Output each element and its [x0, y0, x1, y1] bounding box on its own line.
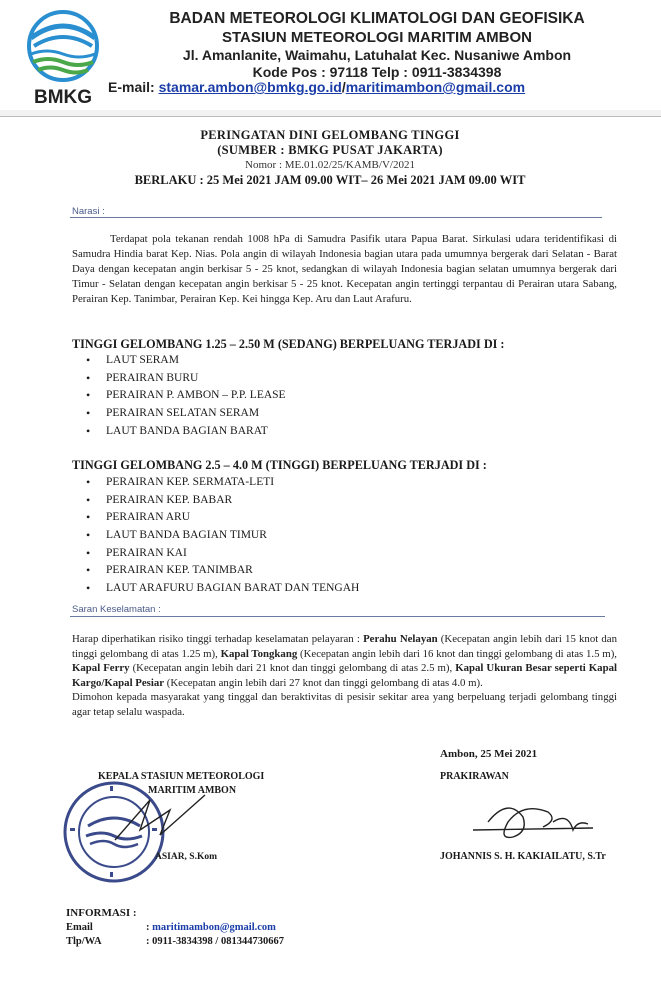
left-signer-title-1: KEPALA STASIUN METEOROLOGI	[98, 771, 265, 782]
email-link-stamar[interactable]: stamar.ambon@bmkg.go.id	[158, 79, 342, 95]
saran-paragraph-2: Dimohon kepada masyarakat yang tinggal dan beraktivitas di pesisir sekitar area yang berpeluang terjadi gelombang tinggi agar tetap selalu waspada.	[72, 691, 617, 718]
saran-rule	[70, 616, 605, 617]
list-item: • PERAIRAN KEP. TANIMBAR	[86, 564, 359, 582]
saran-paragraph-1: Harap diperhatikan risiko tinggi terhadap keselamatan pelayaran : Perahu Nelayan (Kecepatan angin lebih dari 15 knot dan tinggi gelombang di atas 1.25 m), Kapal Tongkang (Kecepatan angin lebih dari 16 knot dan tinggi gelombang di atas 1.5 m), Kapal Ferry (Kecepatan angin lebih dari 21 knot dan tinggi gelombang di atas 2.5 m), Kapal Ukuran Besar seperti Kapal Kargo/Kapal Pesiar (Kecepatan angin lebih dari 27 knot dan tinggi gelombang di atas 4.0 m).	[72, 633, 617, 689]
document-number: Nomor : ME.01.02/25/KAMB/V/2021	[245, 159, 415, 171]
email-link-maritim[interactable]: maritimambon@gmail.com	[345, 79, 526, 95]
info-phone-row: Tlp/WA : 0911-3834398 / 081344730667	[66, 936, 284, 947]
info-email-link[interactable]: maritimambon@gmail.com	[152, 922, 276, 933]
left-signer-name: ASIAR, S.Kom	[155, 852, 218, 862]
email-separator: /	[341, 79, 346, 95]
document-source: (SUMBER : BMKG PUSAT JAKARTA)	[217, 143, 443, 157]
left-signer-title-2: MARITIM AMBON	[148, 785, 237, 796]
right-signer-title: PRAKIRAWAN	[440, 771, 509, 782]
email-label: E-mail:	[108, 79, 159, 95]
narasi-text	[72, 232, 617, 307]
list-item: • LAUT SERAM	[86, 354, 286, 372]
document-title: PERINGATAN DINI GELOMBANG TINGGI	[200, 128, 460, 142]
wave-sedang-list	[86, 354, 286, 442]
list-item: • PERAIRAN KAI	[86, 547, 359, 565]
logo-text: BMKG	[33, 87, 93, 108]
document-title-block	[60, 128, 600, 188]
narasi-paragraph: Terdapat pola tekanan rendah 1008 hPa di Samudra Pasifik utara Papua Barat. Sirkulasi udara teridentifikasi di Samudra Hindia barat Kep. Nias. Pola angin di wilayah Indonesia bagian utara pada umumnya bergerak dari Selatan - Barat Daya dengan kecepatan angin berkisar 5 - 25 knot, sedangkan di wilayah Indonesia bagian selatan umumnya bergerak dari Timur - Selatan dengan kecepatan angin berkisar 5 - 25 knot. Kecepatan angin tertinggi terpantau di Perairan utara Sabang, Perairan Kep. Tanimbar, Perairan Kep. Kei hingga Kep. Aru dan Laut Arafuru.	[72, 233, 617, 305]
station-address: Jl. Amanlanite, Waimahu, Latuhalat Kec. Nusaniwe Ambon	[182, 47, 572, 63]
postal-phone: Kode Pos : 97118 Telp : 0911-3834398	[252, 64, 502, 80]
list-item: • PERAIRAN ARU	[86, 511, 359, 529]
right-signer-name: JOHANNIS S. H. KAKIAILATU, S.Tr	[440, 851, 606, 862]
list-item: • LAUT BANDA BAGIAN TIMUR	[86, 529, 359, 547]
bmkg-logo	[22, 8, 104, 108]
list-item: • PERAIRAN BURU	[86, 372, 286, 390]
saran-label: Saran Keselamatan :	[72, 604, 161, 615]
info-phone-value: 0911-3834398 / 081344730667	[152, 936, 284, 947]
list-item: • LAUT ARAFURU BAGIAN BARAT DAN TENGAH	[86, 582, 359, 600]
header-divider	[0, 116, 661, 117]
saran-text	[72, 632, 617, 720]
list-item: • PERAIRAN P. AMBON – P.P. LEASE	[86, 389, 286, 407]
list-item: • PERAIRAN KEP. SERMATA-LETI	[86, 476, 359, 494]
informasi-heading: INFORMASI :	[66, 907, 137, 919]
info-phone-key: Tlp/WA	[66, 936, 102, 947]
narasi-label: Narasi :	[72, 206, 105, 217]
list-item: • PERAIRAN KEP. BABAR	[86, 494, 359, 512]
validity-period: BERLAKU : 25 Mei 2021 JAM 09.00 WIT– 26 Mei 2021 JAM 09.00 WIT	[134, 173, 526, 187]
place-date: Ambon, 25 Mei 2021	[440, 748, 538, 760]
wave-tinggi-heading: TINGGI GELOMBANG 2.5 – 4.0 M (TINGGI) BERPELUANG TERJADI DI :	[72, 458, 487, 472]
info-email-row: Email : maritimambon@gmail.com	[66, 922, 276, 933]
agency-name: BADAN METEOROLOGI KLIMATOLOGI DAN GEOFISIKA	[169, 10, 585, 27]
info-email-key: Email	[66, 922, 93, 933]
wave-tinggi-list	[86, 476, 359, 600]
list-item: • LAUT BANDA BAGIAN BARAT	[86, 425, 286, 443]
header-email-line	[108, 79, 618, 95]
narasi-rule	[70, 217, 602, 218]
list-item: • PERAIRAN SELATAN SERAM	[86, 407, 286, 425]
left-signature	[110, 790, 210, 850]
station-name: STASIUN METEOROLOGI MARITIM AMBON	[222, 29, 532, 46]
right-signature	[468, 792, 598, 848]
wave-sedang-heading: TINGGI GELOMBANG 1.25 – 2.50 M (SEDANG) BERPELUANG TERJADI DI :	[72, 337, 505, 351]
